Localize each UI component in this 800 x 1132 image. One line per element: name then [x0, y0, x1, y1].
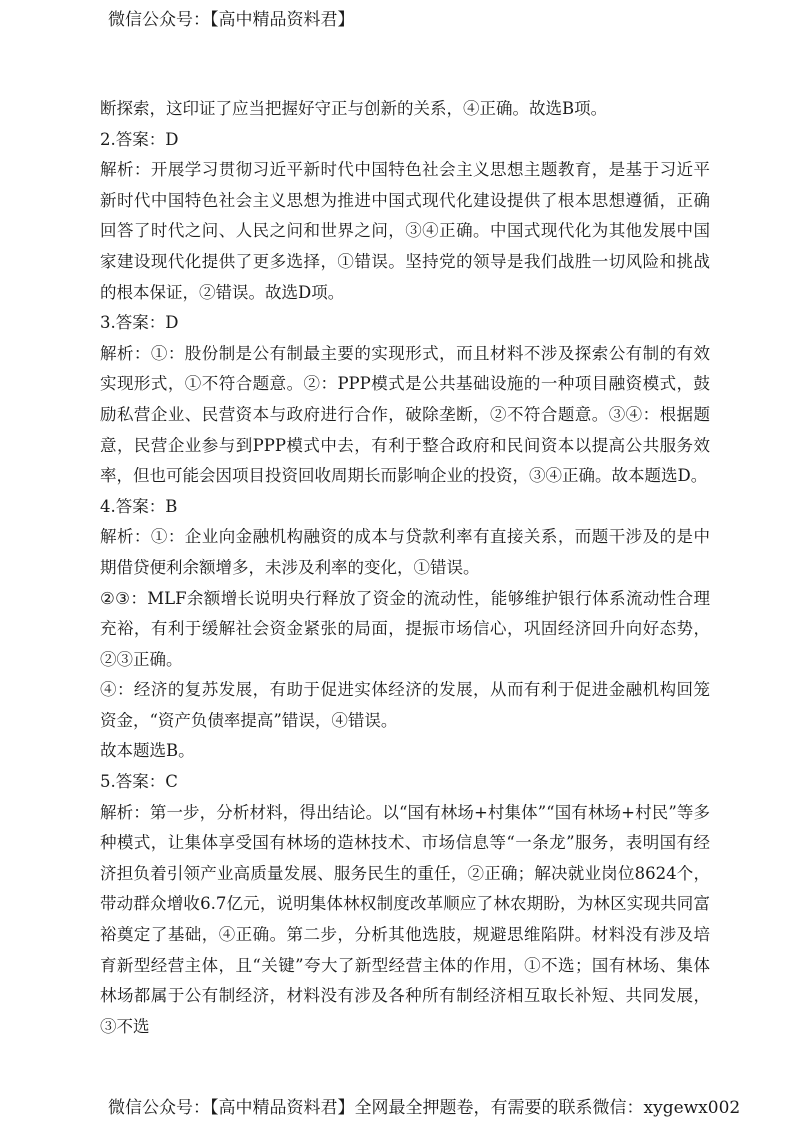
page-header: 微信公众号：【高中精品资料君】: [108, 10, 355, 30]
answer-2-heading: 2.答案：D: [100, 129, 179, 149]
paragraph-continuation: 断探索，这印证了应当把握好守正与创新的关系，④正确。故选B项。: [100, 99, 608, 118]
answer-4-conclusion: 故本题选B。: [100, 741, 195, 761]
answer-4-heading: 4.答案：B: [100, 496, 178, 516]
answer-2-explanation: 解析：开展学习贯彻习近平新时代中国特色社会主义思想主题教育，是基于习近平新时代中国特色社会主义思想为推进中国式现代化建设提供了根本思想遵循，正确回答了时代之问、人民之问和世界之问，③④正确。中国式现代化为其他发展中国家建设现代化提供了更多选择，①错误。坚持党的领导是我们战胜一切风险和挑战的根本保证，②错误。故选D项。: [100, 160, 710, 302]
answer-3-heading: 3.答案：D: [100, 313, 179, 333]
answer-4-explanation-part2: ②③：MLF余额增长说明央行释放了资金的流动性，能够维护银行体系流动性合理充裕，有利于缓解社会资金紧张的局面，提振市场信心，巩固经济回升向好态势，②③正确。: [100, 588, 710, 669]
answer-5-explanation: 解析：第一步，分析材料，得出结论。以“国有林场+村集体”“国有林场+村民”等多种模式，让集体享受国有林场的造林技术、市场信息等“一条龙”服务，表明国有经济担负着引领产业高质量发展、服务民生的重任，②正确；解决就业岗位8624个，带动群众增收6.7亿元，说明集体林权制度改革顺应了林农期盼，为林区实现共同富裕奠定了基础，④正确。第二步，分析其他选肢，规避思维陷阱。材料没有涉及培育新型经营主体，且“关键”夸大了新型经营主体的作用，①不选；国有林场、集体林场都属于公有制经济，材料没有涉及各种所有制经济相互取长补短、共同发展，③不选: [100, 802, 710, 1036]
answer-4-explanation-part3: ④：经济的复苏发展，有助于促进实体经济的发展，从而有利于促进金融机构回笼资金，“资产负债率提高”错误，④错误。: [100, 680, 710, 730]
answer-3-explanation: 解析：①：股份制是公有制最主要的实现形式，而且材料不涉及探索公有制的有效实现形式，①不符合题意。②：PPP模式是公共基础设施的一种项目融资模式，鼓励私营企业、民营资本与政府进行合作，破除垄断，②不符合题意。③④：根据题意，民营企业参与到PPP模式中去，有利于整合政府和民间资本以提高公共服务效率，但也可能会因项目投资回收周期长而影响企业的投资，③④正确。故本题选D。: [100, 343, 710, 486]
answer-content: [100, 94, 710, 1042]
page-footer: 微信公众号：【高中精品资料君】全网最全押题卷，有需要的联系微信：xygewx002: [108, 1098, 741, 1118]
answer-5-heading: 5.答案：C: [100, 772, 178, 792]
answer-4-explanation-part1: 解析：①：企业向金融机构融资的成本与贷款利率有直接关系，而题干涉及的是中期借贷便利余额增多，未涉及利率的变化，①错误。: [100, 527, 710, 577]
